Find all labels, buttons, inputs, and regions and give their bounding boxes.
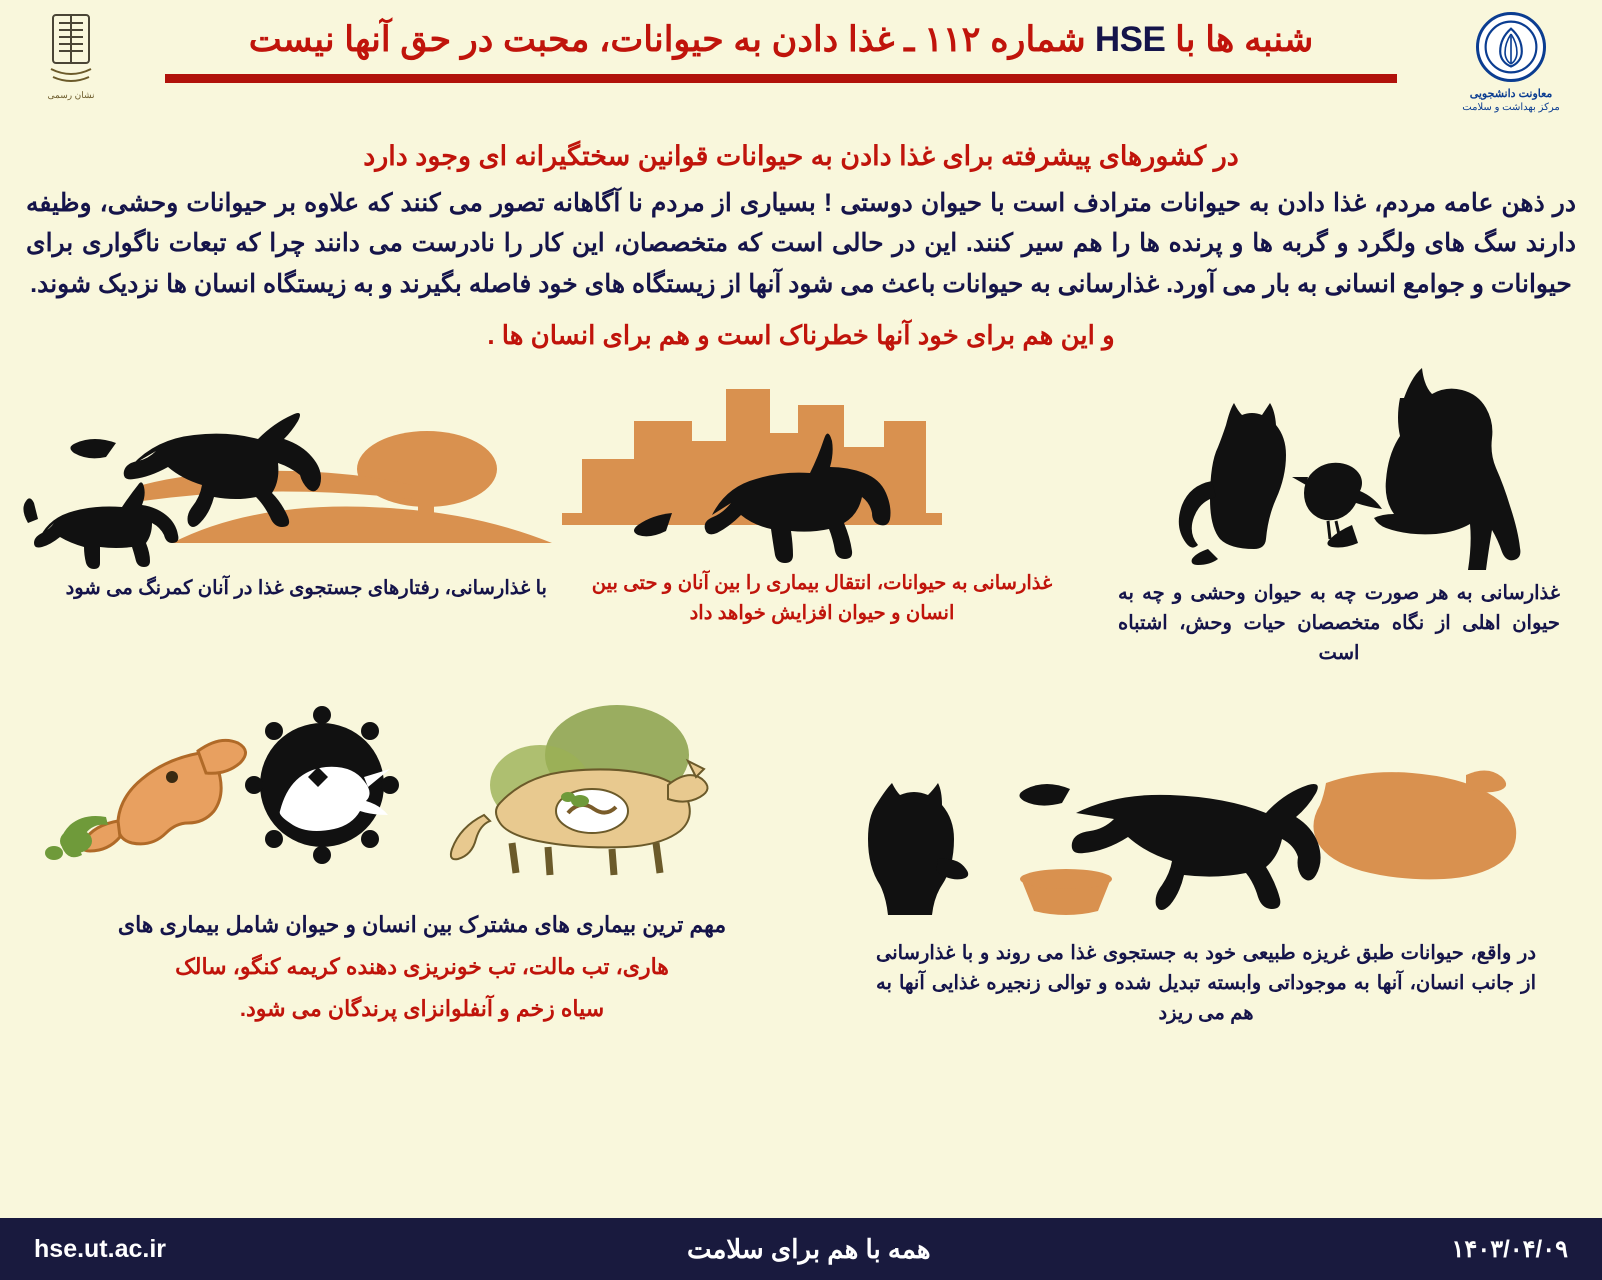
caption-line-1: مهم ترین بیماری های مشترک بین انسان و حیوان شامل بیماری های xyxy=(117,912,727,937)
panel-city-dog xyxy=(562,363,1082,628)
cat-parasite-illustration xyxy=(451,697,722,875)
panel-caption: در واقع، حیوانات طبق غریزه طبیعی خود به جستجوی غذا می روند و با غذارسانی از جانب انسان، آنها به موجوداتی وابسته تبدیل شده و توالی زنجیره غذایی آنها به هم می ریزد xyxy=(876,942,1536,1025)
panel-caption: غذارسانی به حیوانات، انتقال بیماری را بین آنان و حتی بین انسان و حیوان افزایش خواهد داد xyxy=(591,572,1053,625)
footer-date: ۱۴۰۳/۰۴/۰۹ xyxy=(1451,1235,1568,1263)
official-stamp-icon xyxy=(40,10,102,88)
university-of-tehran-seal-icon xyxy=(1476,12,1546,82)
panel-zoonotic-diseases xyxy=(32,693,812,1034)
university-logo-line2: مرکز بهداشت و سلامت xyxy=(1462,102,1560,113)
footer-website-link[interactable]: hse.ut.ac.ir xyxy=(34,1234,167,1263)
panels-grid xyxy=(0,363,1602,1083)
page-title xyxy=(126,20,1436,60)
poster-footer xyxy=(0,1218,1602,1280)
intro-lead: در کشورهای پیشرفته برای غذا دادن به حیوانات قوانین سختگیرانه ای وجود دارد xyxy=(363,141,1239,171)
panel-pets-silhouette xyxy=(1104,363,1574,669)
title-block xyxy=(126,8,1436,83)
caption-line-2: هاری، تب مالت، تب خونریزی دهنده کریمه کنگو، سالک xyxy=(175,954,669,980)
panel-running-dog-cat xyxy=(22,373,557,603)
intro-body: در ذهن عامه مردم، غذا دادن به حیوانات مترادف است با حیوان دوستی ! بسیاری از مردم نا آگاهانه تصور می کنند که علاوه بر حیوانات وحشی، وظیفه دارند سگ های ولگرد و گربه ها و پرنده ها را هم سیر کنند. این در حالی است که متخصصان، این کار را نادرست می دانند چرا که تبعات ناگواری برای حیوانات و جوامع انسانی به بار می آورد. غذارسانی به حیوانات باعث می شود آنها از زیستگاه های خود فاصله بگیرند و به زیستگاه انسان ها نزدیک شوند. xyxy=(26,188,1576,298)
virus-bird-icon xyxy=(245,706,399,864)
stamp-caption: نشان رسمی xyxy=(47,90,95,100)
dogs-eating-from-bowl-silhouette xyxy=(846,763,1566,938)
intro-section xyxy=(0,130,1602,355)
page-title-text: شنبه ها با HSE شماره ۱۱۲ ـ غذا دادن به حیوانات، محبت در حق آنها نیست xyxy=(248,20,1314,59)
university-logo-block xyxy=(1436,8,1586,113)
panel-caption xyxy=(32,908,812,1026)
intro-closing: و این هم برای خود آنها خطرناک است و هم برای انسان ها . xyxy=(487,320,1115,350)
dog-vomiting-illustration xyxy=(45,740,246,860)
panel-dogs-bowl xyxy=(846,763,1566,1029)
university-logo-line1: معاونت دانشجویی xyxy=(1469,88,1553,100)
city-stray-dog-silhouette xyxy=(562,363,1082,568)
poster-header xyxy=(0,0,1602,130)
footer-slogan: همه با هم برای سلامت xyxy=(686,1233,931,1264)
title-divider xyxy=(165,74,1396,83)
cat-bird-dog-silhouette xyxy=(1104,363,1574,578)
zoonotic-disease-illustrations xyxy=(32,693,812,908)
stamp-logo-block xyxy=(16,8,126,101)
panel-caption: با غذارسانی، رفتارهای جستجوی غذا در آنان کمرنگ می شود xyxy=(65,577,547,599)
panel-caption: غذارسانی به هر صورت چه به حیوان وحشی و چه به حیوان اهلی از نگاه متخصصان حیات وحش، اشتباه است xyxy=(1118,582,1560,665)
running-dog-and-cat-silhouette xyxy=(22,373,557,573)
caption-line-3: سیاه زخم و آنفلوانزای پرندگان می شود. xyxy=(239,996,605,1022)
